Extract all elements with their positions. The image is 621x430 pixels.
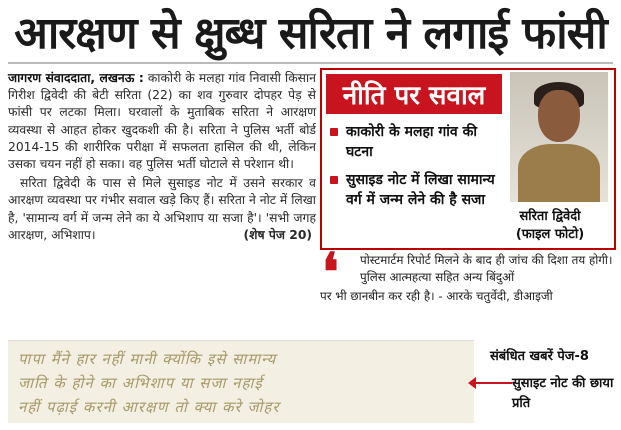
quote-line-1: पोस्टमार्टम रिपोर्ट मिलने के बाद ही जांच की दिशा तय होगी। पुलिस आत्महत्या सहित अन्य बिंदुओं [360,253,613,284]
photo-note: (फाइल फोटो) [515,227,585,242]
dig-quote [320,242,613,312]
note-caption: सुसाइट नोट की छाया प्रति [512,376,614,411]
photo-caption [488,208,612,244]
suicide-note-image: पापा मैंने हार नहीं मानी क्योंकि इसे सामान्य जाति के होने का अभिशाप या सजा नहाई नहीं पढ़ाई करनी आरक्षण तो क्या करे जोहर [8,340,474,423]
box-bullet: सुसाइड नोट में लिखा सामान्य वर्ग में जन्म लेने की है सजा [330,170,506,210]
quote-mark-icon: ❛ [322,242,339,303]
bullet-icon [330,128,338,136]
bullet-icon [330,176,338,184]
portrait-photo [510,72,608,202]
article-para-2: सरिता द्विवेदी के पास से मिले सुसाइड नोट में उसने सरकार व आरक्षण व्यवस्था पर गंभीर सवाल खड़े किए हैं। सरिता ने नोट में लिखा है, 'सामान्य वर्ग में जन्म लेने का ये अभिशाप या सजा है'। 'सभी जगह आरक्षण, अभिशाप। (शेष पेज 20) [8,175,316,244]
headline: आरक्षण से क्षुब्ध सरिता ने लगाई फांसी [0,0,621,62]
arrow-left-icon [474,382,512,384]
side-captions [490,342,615,411]
article-para-1: जागरण संवाददाता, लखनऊ : काकोरी के मलहा गांव निवासी किसान गिरीश द्विवेदी की बेटी सरिता (22) का शव गुरुवार दोपहर पेड़ से फांसी पर लटका मिला। घरवालों के मुताबिक सरिता ने आरक्षण व्यवस्था से आहत होकर खुदकशी की है। सरिता ने पुलिस भर्ती बोर्ड 2014-15 की शारीरिक परीक्षा में सफलता हासिल की थी, लेकिन उसका चयन नहीं हो सका। वह पुलिस भर्ती घोटाले से परेशान थी। [8,71,316,172]
headline-rule [8,62,613,64]
box-bullet: काकोरी के मलहा गांव की घटना [330,122,506,162]
related-news: संबंधित खबरें पेज-8 [490,349,589,364]
quote-line-2: पर भी छानबीन कर रही है। - आरके चतुर्वेदी, डीआइजी [320,289,553,303]
continued-label: (शेष पेज 20) [243,227,312,242]
box-title: नीति पर सवाल [326,74,502,114]
article-body [8,70,316,246]
box-bullets [330,122,506,218]
byline: जागरण संवाददाता, लखनऊ : [8,71,144,85]
photo-name: सरिता द्विवेदी [519,209,581,224]
